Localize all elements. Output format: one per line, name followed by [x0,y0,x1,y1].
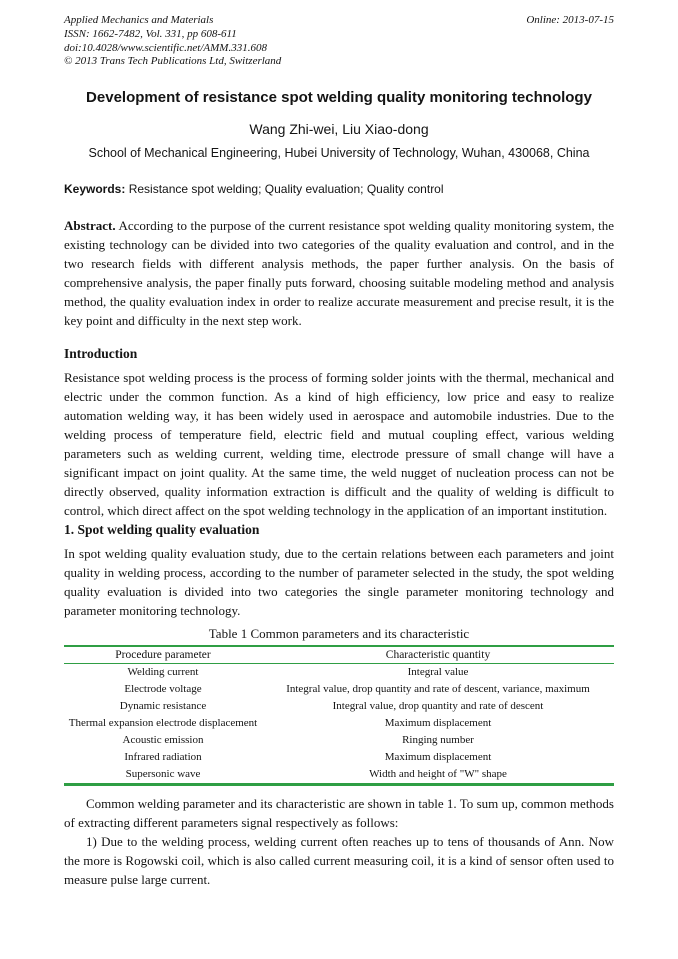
table-row [64,663,614,681]
table-1 [64,645,614,786]
affiliation-line: School of Mechanical Engineering, Hubei University of Technology, Wuhan, 430068, China [88,145,590,160]
abstract-paragraph [64,216,614,330]
copyright-line: © 2013 Trans Tech Publications Ltd, Switzerland [64,55,282,68]
issn-volume-line: ISSN: 1662-7482, Vol. 331, pp 608-611 [64,27,237,40]
table-cell-parameter: Acoustic emission [122,734,204,747]
keywords-line [64,182,614,196]
table-1-caption: Table 1 Common parameters and its characteristic [208,625,470,641]
paper-title: Development of resistance spot welding quality monitoring technology [86,89,592,106]
journal-name: Applied Mechanics and Materials [64,14,214,26]
journal-header [64,14,614,69]
doi-line: doi:10.4028/www.scientific.net/AMM.331.608 [64,41,267,54]
table-cell-parameter: Infrared radiation [124,751,202,764]
table-row [64,749,614,766]
table-1-body [64,663,614,784]
after-table-paragraph-1: Common welding parameter and its characteristic are shown in table 1. To sum up, common methods of extracting different parameters signal respectively as follows: [64,795,614,830]
column-header-characteristic-quantity: Characteristic quantity [262,646,614,664]
section-heading-1: 1. Spot welding quality evaluation [64,521,260,537]
abstract-text: According to the purpose of the current resistance spot welding quality monitoring system, the existing technology can be divided into two categories of the quality evaluation and control, and in the two research fields with different analysis methods, the paper further analysis. On the basis of comprehensive analysis, the paper finally puts forward, choosing suitable modeling method and analysis method, the quality evaluation index in order to realize accurate measurement and precise result, it is the key point and difficulty in the next step work. [64,217,614,328]
table-row [64,715,614,732]
table-1-header [64,646,614,664]
column-header-procedure-parameter: Procedure parameter [64,646,262,664]
table-row [64,681,614,698]
table-cell-characteristic: Width and height of "W" shape [369,768,507,781]
keywords-label: Keywords: [64,181,126,196]
table-cell-parameter: Electrode voltage [124,683,202,696]
table-cell-parameter: Welding current [127,666,199,679]
table-cell-parameter: Dynamic resistance [119,700,207,713]
abstract-label: Abstract. [64,217,116,233]
table-header-row [64,646,614,664]
table-cell-characteristic: Maximum displacement [384,751,492,764]
table-cell-parameter: Thermal expansion electrode displacement [68,717,258,730]
table-cell-characteristic: Integral value [407,666,469,679]
online-date: Online: 2013-07-15 [526,14,614,26]
section-1-paragraph: In spot welding quality evaluation study, due to the certain relations between each parameters and joint quality in welding process, according to the number of parameter selected in the study, the spot welding quality evaluation is divided into two categories the single parameter monitoring technology and parameter monitoring technology. [64,545,614,618]
table-row [64,698,614,715]
table-cell-characteristic: Integral value, drop quantity and rate of descent, variance, maximum [286,683,590,696]
introduction-paragraph: Resistance spot welding process is the process of forming solder joints with the thermal, mechanical and electric under the common function. As a kind of high efficiency, low price and easy to realize automation welding way, it has been widely used in aerospace and automobile industries. Due to the welding process of temperature field, electric field and mutual coupling effect, various welding parameters such as welding current, welding time, electrode pressure of small change will have a significant impact on joint quality. At the same time, the weld nugget of nucleation process can not be directly observed, quality information extraction is difficult and the quality of welding is difficult to control, which direct affect on the spot welding technology in the application of an important institution. [64,369,614,518]
section-heading-introduction: Introduction [64,345,138,361]
table-row [64,766,614,785]
table-cell-characteristic: Ringing number [402,734,474,747]
table-row [64,732,614,749]
after-table-paragraph-2: 1) Due to the welding process, welding current often reaches up to tens of thousands of Ann. Now the more is Rogowski coil, which is also called current measuring coil, it is a kind of sensor often used to measure pulse large current. [64,833,614,887]
table-cell-characteristic: Maximum displacement [384,717,492,730]
authors-line: Wang Zhi-wei, Liu Xiao-dong [249,120,429,137]
keywords-text: Resistance spot welding; Quality evaluation; Quality control [125,181,444,196]
table-cell-parameter: Supersonic wave [125,768,201,781]
journal-info-block [64,14,281,69]
table-cell-characteristic: Integral value, drop quantity and rate of descent [332,700,544,713]
